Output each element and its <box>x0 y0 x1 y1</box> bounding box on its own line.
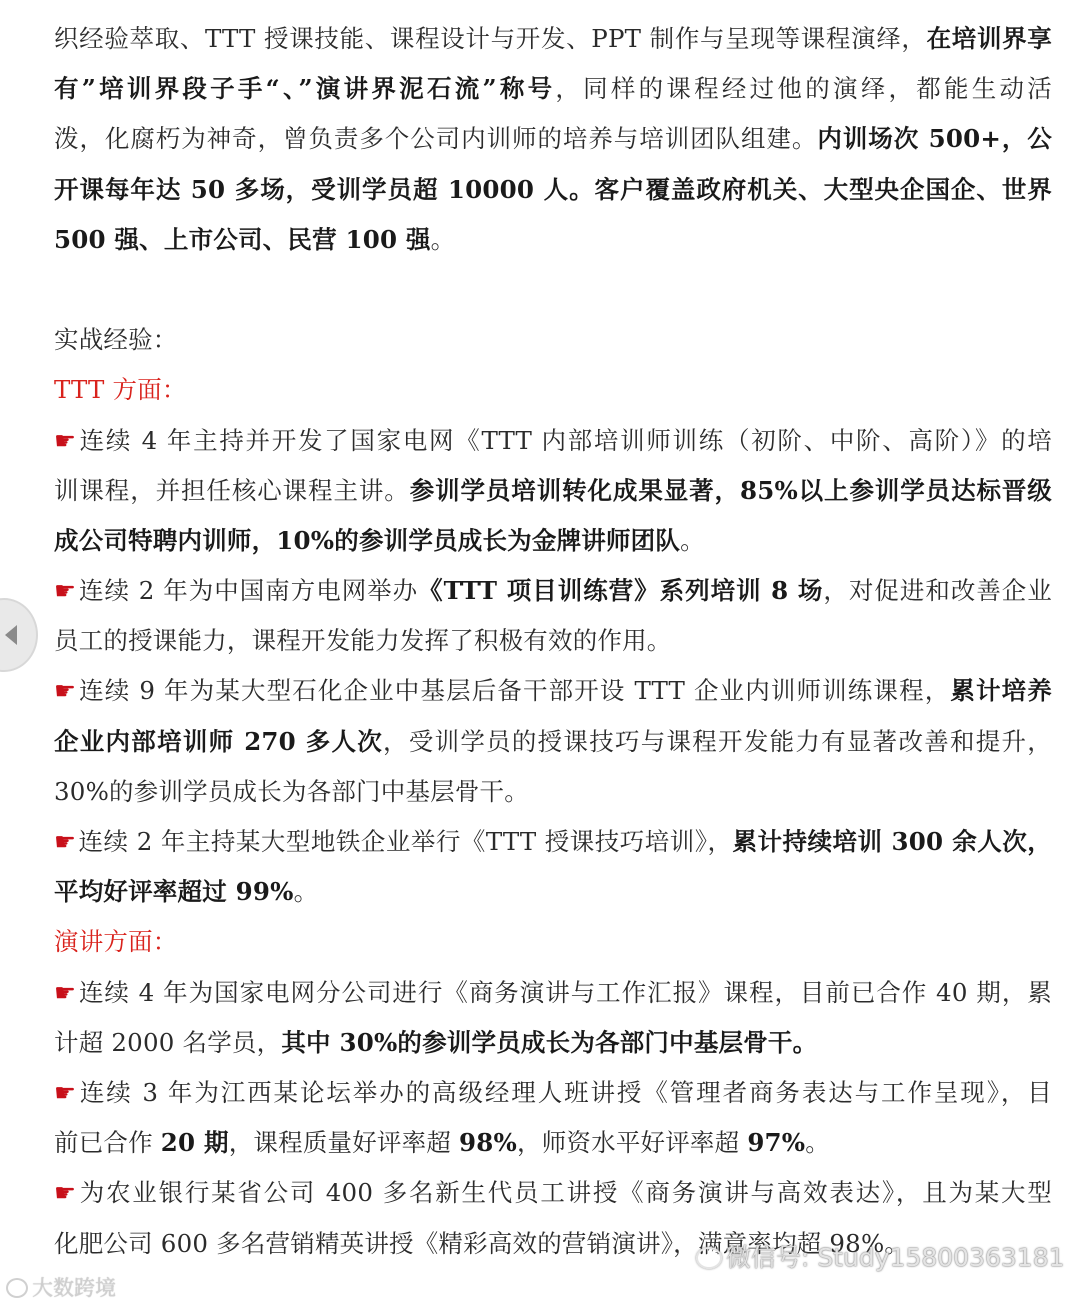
text-run: ，受训学员的授课技巧与课程开发能力有显著改善和提升， <box>383 726 1052 756</box>
text-run: ，课程质量好评率超 <box>228 1128 460 1158</box>
weibo-icon <box>6 1278 28 1298</box>
bold-run: 《TTT 项目训练营》系列培训 8 场 <box>418 576 824 606</box>
text-run: 连续 2 年为中国南方电网举办 <box>78 576 419 606</box>
bold-run: 在培训界享 <box>926 24 1052 53</box>
ttt-item-4-line-2 <box>54 867 1052 917</box>
bold-run: 20 期 <box>160 1128 229 1158</box>
watermark-left <box>6 1272 116 1302</box>
text-run: 为农业银行某省公司 400 多名新生代员工讲授《商务演讲与高效表达》，且为某大型 <box>78 1178 1052 1208</box>
intro-line-2 <box>54 64 1052 114</box>
hand-pointer-icon: ☛ <box>54 676 77 706</box>
bold-run: 成公司特聘内训师，10%的参训学员成长为金牌讲师团队 <box>54 525 681 555</box>
text-run: 连续 4 年主持并开发了国家电网《TTT 内部培训师训练（初阶、中阶、高阶）》的培 <box>78 425 1052 455</box>
ttt-item-3-line-3: 30%的参训学员成长为各部门中基层骨干。 <box>54 776 529 806</box>
text-run: 计超 2000 名学员， <box>54 1027 282 1057</box>
speech-item-1-line-2 <box>54 1018 1052 1068</box>
text-run: ，同样的课程经过他的演绎，都能生动活 <box>555 74 1052 104</box>
bold-run: 98% <box>459 1128 518 1158</box>
previous-page-arrow-icon[interactable] <box>0 598 38 672</box>
bold-run: 开课每年达 50 多场，受训学员超 10000 人。客户覆盖政府机关、大型央企国企、世界 <box>54 174 1052 204</box>
text-run: 。 <box>293 877 319 907</box>
intro-line-3 <box>54 114 1052 164</box>
hand-pointer-icon: ☛ <box>54 827 77 856</box>
bold-run: 97% <box>747 1128 806 1158</box>
ttt-item-2-line-2: 员工的授课能力，课程开发能力发挥了积极有效的作用。 <box>54 626 672 656</box>
bold-run: 参训学员培训转化成果显著，85%以上参训学员达标晋级 <box>409 475 1052 505</box>
document-body <box>54 14 1052 1269</box>
text-run: 连续 9 年为某大型石化企业中基层后备干部开设 TTT 企业内训师训练课程， <box>78 676 951 706</box>
bold-run: 有”培训界段子手“、”演讲界泥石流”称号 <box>54 74 556 104</box>
watermark-right <box>696 1238 1065 1274</box>
speech-heading: 演讲方面： <box>54 927 178 957</box>
speech-item-2-line-2 <box>54 1118 1052 1168</box>
hand-pointer-icon: ☛ <box>54 1178 77 1208</box>
text-run: 。 <box>805 1128 830 1158</box>
ttt-item-4-line-1 <box>54 817 1052 867</box>
ttt-item-1-line-2 <box>54 466 1052 516</box>
bold-run: 平均好评率超过 99% <box>54 877 294 907</box>
speech-item-3-line-2: 化肥公司 600 多名营销精英讲授《精彩高效的营销演讲》，满意率均超 98%。 <box>54 1228 910 1258</box>
text-run: 训课程，并担任核心课程主讲。 <box>54 475 410 505</box>
speech-item-2-line-1 <box>54 1068 1052 1118</box>
text-run: 。 <box>430 224 456 254</box>
bold-run: 企业内部培训师 270 多人次 <box>54 726 384 756</box>
text-run: 连续 3 年为江西某论坛举办的高级经理人班讲授《管理者商务表达与工作呈现》，目 <box>78 1077 1052 1107</box>
text-run: ，师资水平好评率超 <box>517 1128 748 1158</box>
text-run: ，对促进和改善企业 <box>823 576 1052 606</box>
bold-run: 500 强、上市公司、民营 100 强 <box>54 224 431 254</box>
speech-item-3-line-1 <box>54 1168 1052 1218</box>
hand-pointer-icon: ☛ <box>54 977 77 1007</box>
ttt-item-2-line-1 <box>54 566 1052 616</box>
hand-pointer-icon: ☛ <box>54 1077 77 1107</box>
intro-line-4 <box>54 165 1052 215</box>
bold-run: 其中 30%的参训学员成长为各部门中基层骨干。 <box>281 1027 818 1057</box>
ttt-item-3-line-2 <box>54 717 1052 767</box>
intro-line-5 <box>54 215 1052 265</box>
text-run: 泼，化腐朽为神奇，曾负责多个公司内训师的培养与培训团队组建。 <box>54 124 818 154</box>
hand-pointer-icon: ☛ <box>54 425 77 455</box>
text-run: 前已合作 <box>54 1128 161 1158</box>
wechat-icon <box>696 1247 722 1269</box>
intro-line-1 <box>54 14 1052 64</box>
experience-heading: 实战经验： <box>54 325 178 355</box>
bold-run: 累计持续培训 300 余人次， <box>732 827 1052 856</box>
text-run: 织经验萃取、TTT 授课技能、课程设计与开发、PPT 制作与呈现等课程演绎， <box>54 24 927 53</box>
ttt-heading: TTT 方面： <box>54 375 187 405</box>
watermark-right-text: 微信号: Study15800363181 <box>726 1243 1065 1272</box>
bold-run: 累计培养 <box>950 676 1052 706</box>
ttt-item-1-line-1 <box>54 416 1052 466</box>
text-run: 。 <box>680 525 705 555</box>
speech-item-1-line-1 <box>54 968 1052 1018</box>
bold-run: 内训场次 500+，公 <box>817 124 1052 154</box>
hand-pointer-icon: ☛ <box>54 576 77 606</box>
spacer <box>54 265 1052 315</box>
watermark-left-text: 大数跨境 <box>32 1276 116 1300</box>
text-run: 连续 4 年为国家电网分公司进行《商务演讲与工作汇报》课程，目前已合作 40 期，累 <box>78 977 1052 1007</box>
text-run: 连续 2 年主持某大型地铁企业举行《TTT 授课技巧培训》， <box>78 827 733 856</box>
ttt-item-3-line-1 <box>54 666 1052 716</box>
ttt-item-1-line-3 <box>54 516 1052 566</box>
